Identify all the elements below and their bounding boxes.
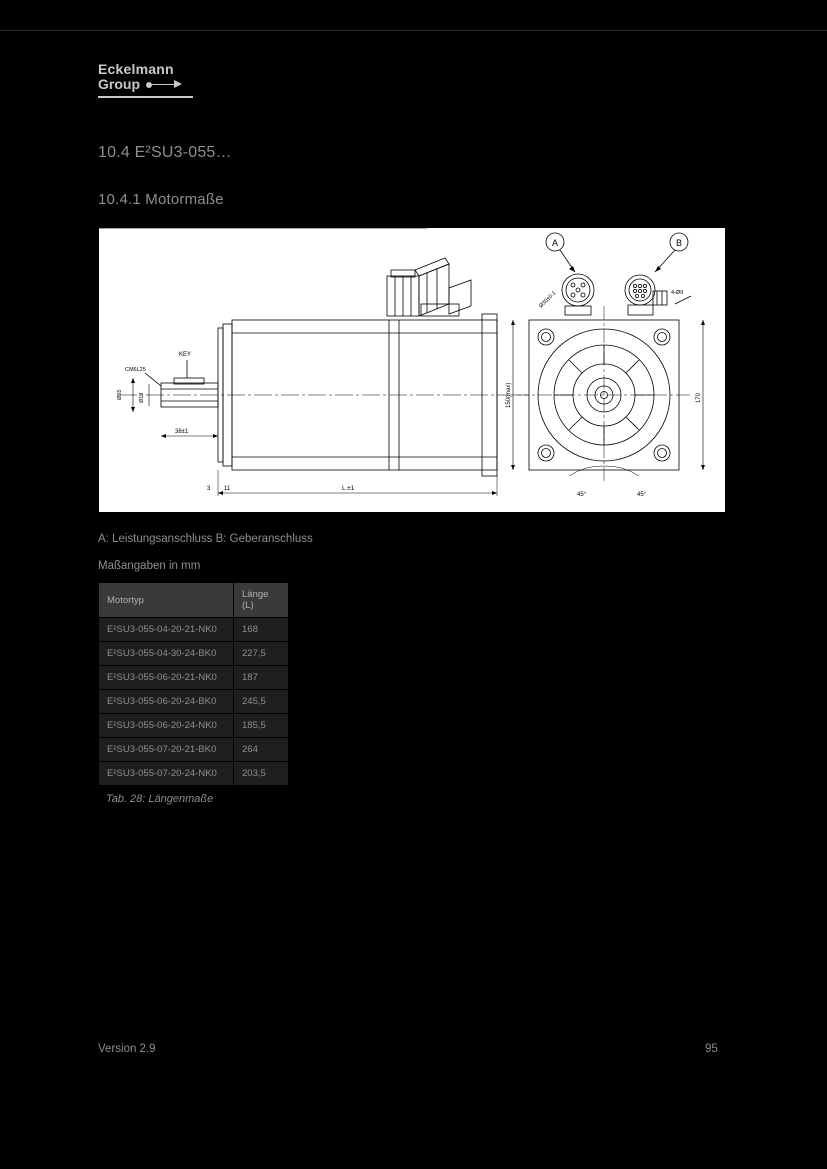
connection-legend: A: Leistungsanschluss B: Geberanschluss xyxy=(98,533,313,545)
cell-motortyp: E²SU3-055-06-20-24-BK0 xyxy=(99,690,234,714)
svg-text:38±1: 38±1 xyxy=(175,429,189,435)
column-header-laenge: Länge (L) xyxy=(234,583,289,618)
svg-text:CM6L25: CM6L25 xyxy=(125,367,146,373)
logo-line-2: Group xyxy=(98,76,140,92)
table-row xyxy=(99,618,289,642)
cell-laenge: 227,5 xyxy=(234,642,289,666)
table-row xyxy=(99,690,289,714)
dimensions-table xyxy=(98,582,289,786)
table-header-row xyxy=(99,583,289,618)
table-row xyxy=(99,762,289,786)
logo-underline xyxy=(98,96,193,98)
cell-laenge: 185,5 xyxy=(234,714,289,738)
page-top-rule xyxy=(0,30,827,31)
company-logo xyxy=(98,62,193,92)
logo-line-1: Eckelmann xyxy=(98,61,174,77)
svg-text:KEY: KEY xyxy=(179,352,192,358)
motor-dimension-drawing xyxy=(99,228,725,512)
svg-text:4-Ø9: 4-Ø9 xyxy=(671,290,684,296)
cell-motortyp: E²SU3-055-06-20-24-NK0 xyxy=(99,714,234,738)
logo-line-2-row xyxy=(98,77,193,92)
svg-text:3: 3 xyxy=(207,486,211,492)
footer-page-number: 95 xyxy=(705,1043,718,1055)
svg-text:150(max): 150(max) xyxy=(506,382,512,408)
svg-text:Ø30±0,1: Ø30±0,1 xyxy=(538,290,558,310)
cell-motortyp: E²SU3-055-07-20-21-BK0 xyxy=(99,738,234,762)
section-heading-text: 10.4 E²SU3-055… xyxy=(98,144,232,161)
table-row xyxy=(99,666,289,690)
table-row xyxy=(99,738,289,762)
cell-motortyp: E²SU3-055-06-20-21-NK0 xyxy=(99,666,234,690)
footer-version: Version 2.9 xyxy=(98,1043,156,1055)
cell-motortyp: E²SU3-055-04-20-21-NK0 xyxy=(99,618,234,642)
subsection-title xyxy=(98,191,224,208)
table-caption: Tab. 28: Längenmaße xyxy=(106,793,214,805)
table-row xyxy=(99,642,289,666)
svg-text:11: 11 xyxy=(224,486,231,492)
svg-text:Ø19: Ø19 xyxy=(139,392,145,403)
cell-laenge: 168 xyxy=(234,618,289,642)
cell-motortyp: E²SU3-055-07-20-24-NK0 xyxy=(99,762,234,786)
svg-text:B: B xyxy=(675,238,683,248)
units-note: Maßangaben in mm xyxy=(98,560,201,572)
table-row xyxy=(99,714,289,738)
arrow-right-icon xyxy=(146,80,182,90)
svg-text:170: 170 xyxy=(696,392,702,403)
svg-text:45°: 45° xyxy=(637,492,647,498)
svg-text:A: A xyxy=(551,238,559,248)
svg-text:45°: 45° xyxy=(577,492,587,498)
cell-laenge: 203,5 xyxy=(234,762,289,786)
cell-laenge: 245,5 xyxy=(234,690,289,714)
cell-laenge: 187 xyxy=(234,666,289,690)
column-header-motortyp: Motortyp xyxy=(99,583,234,618)
cell-laenge: 264 xyxy=(234,738,289,762)
svg-text:Ø55: Ø55 xyxy=(117,389,123,400)
cell-motortyp: E²SU3-055-04-30-24-BK0 xyxy=(99,642,234,666)
page-title xyxy=(98,144,232,162)
svg-text:L ±1: L ±1 xyxy=(342,485,355,492)
subsection-heading-text: 10.4.1 Motormaße xyxy=(98,191,224,208)
